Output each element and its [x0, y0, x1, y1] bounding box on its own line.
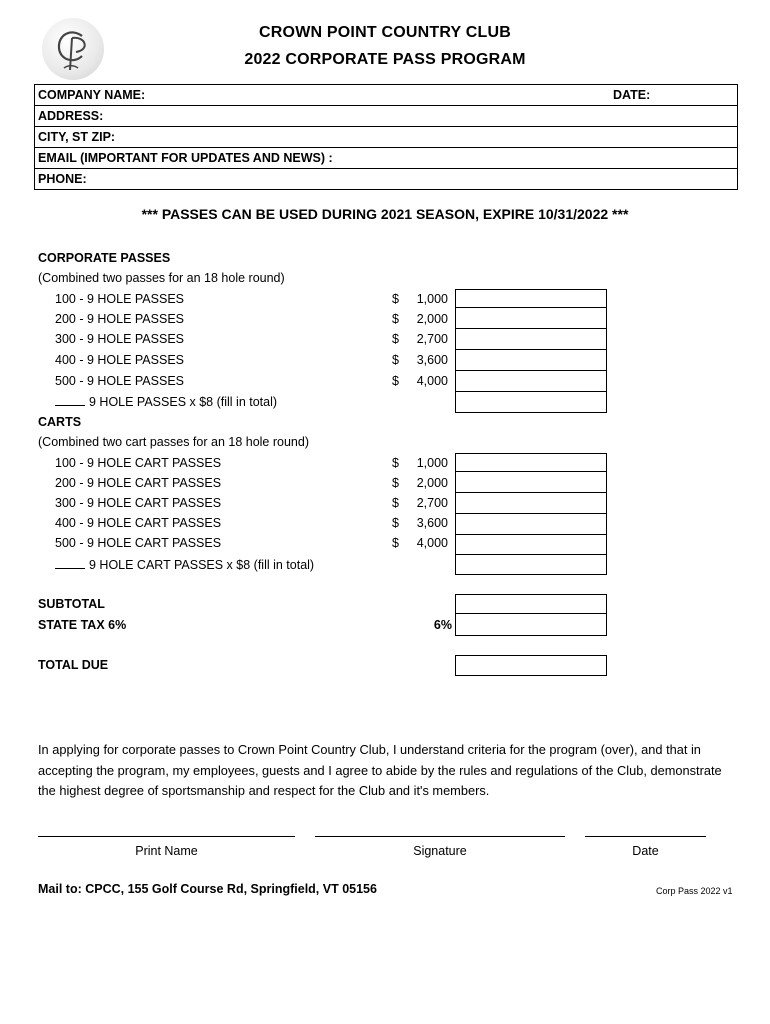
currency-symbol: $ [392, 516, 399, 530]
currency-symbol: $ [392, 353, 399, 367]
subtotal-input[interactable] [455, 594, 607, 614]
custom-cart-passes-label: 9 HOLE CART PASSES x $8 (fill in total) [89, 558, 315, 572]
pass-total-input[interactable] [455, 350, 607, 371]
cart-item-price: 2,000 [416, 476, 448, 490]
cart-total-input[interactable] [455, 472, 607, 493]
mail-to-address: Mail to: CPCC, 155 Golf Course Rd, Springfield, VT 05156 [38, 882, 377, 896]
title-line-1: CROWN POINT COUNTRY CLUB [259, 24, 511, 41]
state-tax-input[interactable] [455, 614, 607, 636]
print-name-label: Print Name [135, 844, 198, 858]
signature-line[interactable] [315, 836, 565, 837]
corporate-passes-subheading: (Combined two passes for an 18 hole round) [38, 271, 285, 285]
custom-passes-quantity-blank[interactable] [55, 395, 85, 406]
pass-total-input[interactable] [455, 329, 607, 350]
pass-item-label: 100 - 9 HOLE PASSES [55, 292, 184, 306]
tax-rate-value: 6% [433, 618, 452, 632]
cart-item-label: 300 - 9 HOLE CART PASSES [55, 496, 222, 510]
pass-total-input[interactable] [455, 289, 607, 308]
print-name-line[interactable] [38, 836, 295, 837]
agreement-paragraph: In applying for corporate passes to Crown Point Country Club, I understand criteria for the program (over), and that in accepting the program, my employees, guests and I agree to abide by the rules and regulations of the Club, demonstrate the highest degree of sportsmanship and respect for the Club and it's members. [38, 742, 722, 798]
date-signature-label: Date [632, 844, 659, 858]
pass-total-input[interactable] [455, 308, 607, 329]
cart-total-input[interactable] [455, 493, 607, 514]
total-due-label: TOTAL DUE [38, 658, 109, 672]
pass-total-input[interactable] [455, 371, 607, 392]
cart-total-input[interactable] [455, 514, 607, 535]
pass-item-label: 500 - 9 HOLE PASSES [55, 374, 184, 388]
pass-item-price: 2,000 [416, 312, 448, 326]
contact-info-box [34, 84, 738, 190]
title-line-2: 2022 CORPORATE PASS PROGRAM [244, 51, 526, 68]
custom-passes-row [55, 395, 277, 409]
cart-item-label: 200 - 9 HOLE CART PASSES [55, 476, 222, 490]
email-label: EMAIL (IMPORTANT FOR UPDATES AND NEWS) : [38, 151, 333, 165]
cart-item-price: 2,700 [416, 496, 448, 510]
custom-passes-label: 9 HOLE PASSES x $8 (fill in total) [89, 395, 278, 409]
state-tax-label: STATE TAX 6% [38, 618, 127, 632]
cart-item-label: 400 - 9 HOLE CART PASSES [55, 516, 222, 530]
custom-cart-quantity-blank[interactable] [55, 558, 85, 569]
cart-item-price: 1,000 [416, 456, 448, 470]
city-st-zip-field[interactable] [35, 127, 737, 148]
currency-symbol: $ [392, 292, 399, 306]
carts-heading: CARTS [38, 415, 82, 429]
company-name-label: COMPANY NAME: [38, 88, 146, 102]
corporate-passes-heading: CORPORATE PASSES [38, 251, 171, 265]
currency-symbol: $ [392, 456, 399, 470]
cart-item-label: 100 - 9 HOLE CART PASSES [55, 456, 222, 470]
pass-item-price: 4,000 [416, 374, 448, 388]
city-st-zip-label: CITY, ST ZIP: [38, 130, 116, 144]
date-line[interactable] [585, 836, 706, 837]
currency-symbol: $ [392, 536, 399, 550]
signature-label: Signature [413, 844, 467, 858]
email-field[interactable] [35, 148, 737, 169]
season-notice: *** PASSES CAN BE USED DURING 2021 SEASON, EXPIRE 10/31/2022 *** [141, 206, 629, 222]
cart-item-label: 500 - 9 HOLE CART PASSES [55, 536, 222, 550]
currency-symbol: $ [392, 496, 399, 510]
cart-item-price: 4,000 [416, 536, 448, 550]
pass-item-price: 3,600 [416, 353, 448, 367]
cart-total-input[interactable] [455, 535, 607, 555]
carts-subheading: (Combined two cart passes for an 18 hole round) [38, 435, 309, 449]
custom-passes-total-input[interactable] [455, 392, 607, 413]
custom-cart-total-input[interactable] [455, 555, 607, 575]
currency-symbol: $ [392, 332, 399, 346]
currency-symbol: $ [392, 374, 399, 388]
pass-item-label: 400 - 9 HOLE PASSES [55, 353, 184, 367]
total-due-input[interactable] [455, 655, 607, 676]
cart-item-price: 3,600 [416, 516, 448, 530]
pass-item-label: 200 - 9 HOLE PASSES [55, 312, 184, 326]
phone-field[interactable] [35, 169, 737, 189]
pass-item-price: 1,000 [416, 292, 448, 306]
address-label: ADDRESS: [38, 109, 104, 123]
pass-item-label: 300 - 9 HOLE PASSES [55, 332, 184, 346]
currency-symbol: $ [392, 312, 399, 326]
phone-label: PHONE: [38, 172, 87, 186]
version-label: Corp Pass 2022 v1 [656, 886, 733, 896]
custom-cart-passes-row [55, 558, 314, 572]
address-field[interactable] [35, 106, 737, 127]
cart-total-input[interactable] [455, 453, 607, 472]
subtotal-label: SUBTOTAL [38, 597, 105, 611]
company-name-field[interactable] [35, 85, 737, 106]
date-label: DATE: [613, 88, 651, 102]
currency-symbol: $ [392, 476, 399, 490]
pass-item-price: 2,700 [416, 332, 448, 346]
